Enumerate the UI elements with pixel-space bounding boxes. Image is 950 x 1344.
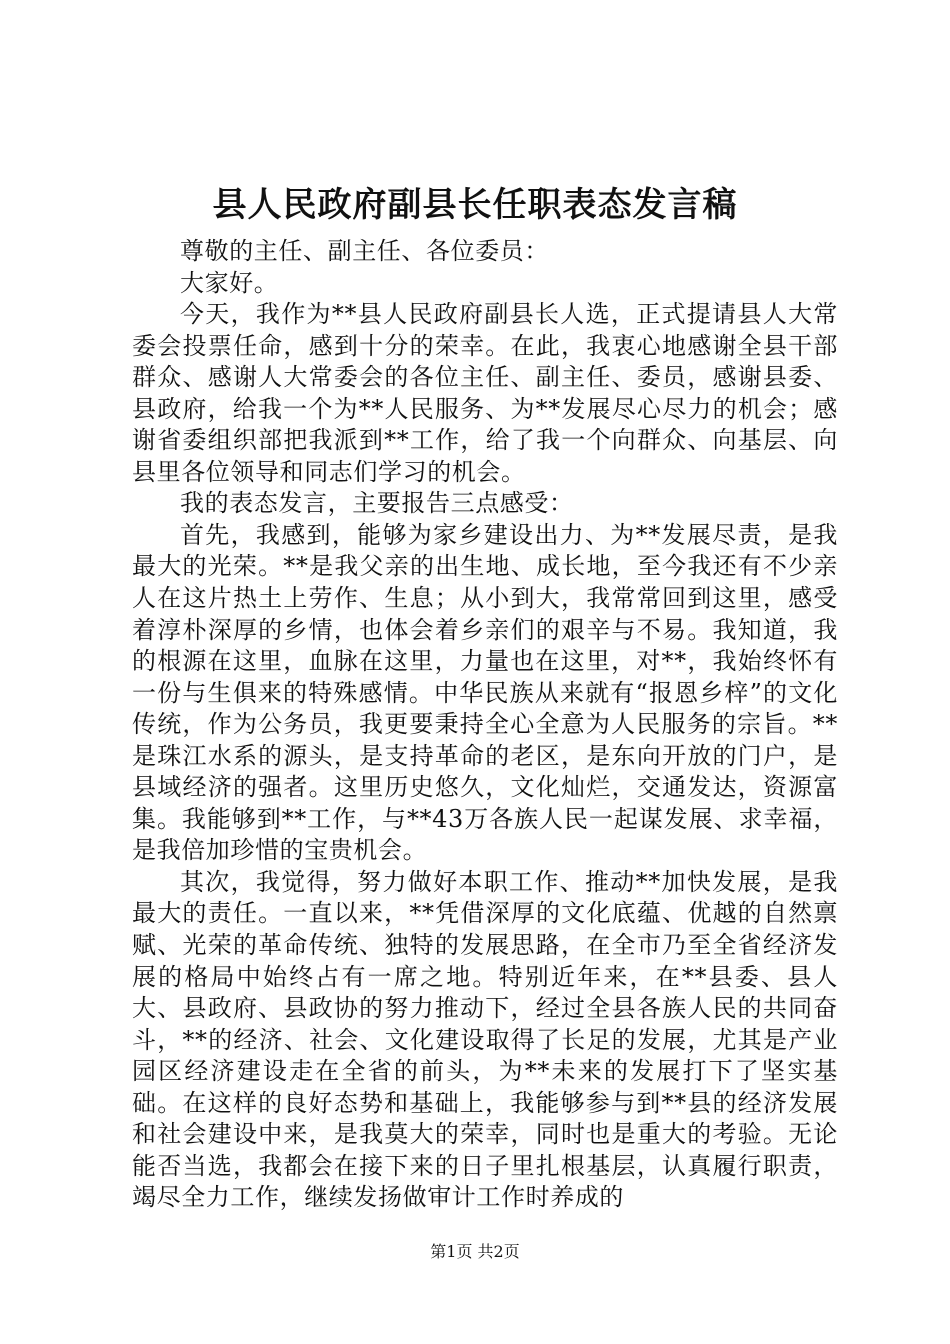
body-paragraph: 我的表态发言，主要报告三点感受： <box>180 489 574 518</box>
greeting-paragraph: 大家好。 <box>180 268 279 297</box>
body-paragraph: 今天，我作为**县人民政府副县长人选，正式提请县人大常委会投票任命，感到十分的荣幸。在此，我衷心地感谢全县干部群众、感谢人大常委会的各位主任、副主任、委员，感谢县委、县政府，给我一个为**人民服务、为**发展尽心尽力的机会；感谢省委组织部把我派到**工作，给了我一个向群众、向基层、向县里各位领导和同志们学习的机会。 <box>132 300 838 486</box>
body-paragraph: 首先，我感到，能够为家乡建设出力、为**发展尽责，是我最大的光荣。**是我父亲的出生地、成长地，至今我还有不少亲人在这片热土上劳作、生息；从小到大，我常常回到这里，感受着淳朴深厚的乡情，也体会着乡亲们的艰辛与不易。我知道，我的根源在这里，血脉在这里，力量也在这里，对**，我始终怀有一份与生俱来的特殊感情。中华民族从来就有“报恩乡梓”的文化传统，作为公务员，我更要秉持全心全意为人民服务的宗旨。**是珠江水系的源头，是支持革命的老区，是东向开放的门户，是县域经济的强者。这里历史悠久，文化灿烂，交通发达，资源富集。我能够到**工作，与**43万各族人民一起谋发展、求幸福，是我倍加珍惜的宝贵机会。 <box>132 520 838 865</box>
page-footer: 第1页 共2页 <box>430 1242 520 1261</box>
page-title: 县人民政府副县长任职表态发言稿 <box>212 185 738 225</box>
document-body <box>132 236 838 1214</box>
body-paragraph: 其次，我觉得，努力做好本职工作、推动**加快发展，是我最大的责任。一直以来，**凭借深厚的文化底蕴、优越的自然禀赋、光荣的革命传统、独特的发展思路，在全市乃至全省经济发展的格局中始终占有一席之地。特别近年来，在**县委、县人大、县政府、县政协的努力推动下，经过全县各族人民的共同奋斗，**的经济、社会、文化建设取得了长足的发展，尤其是产业园区经济建设走在全省的前头，为**未来的发展打下了坚实基础。在这样的良好态势和基础上，我能够参与到**县的经济发展和社会建设中来，是我莫大的荣幸，同时也是重大的考验。无论能否当选，我都会在接下来的日子里扎根基层，认真履行职责，竭尽全力工作，继续发扬做审计工作时养成的 <box>132 867 838 1212</box>
salutation-paragraph: 尊敬的主任、副主任、各位委员： <box>180 237 549 265</box>
